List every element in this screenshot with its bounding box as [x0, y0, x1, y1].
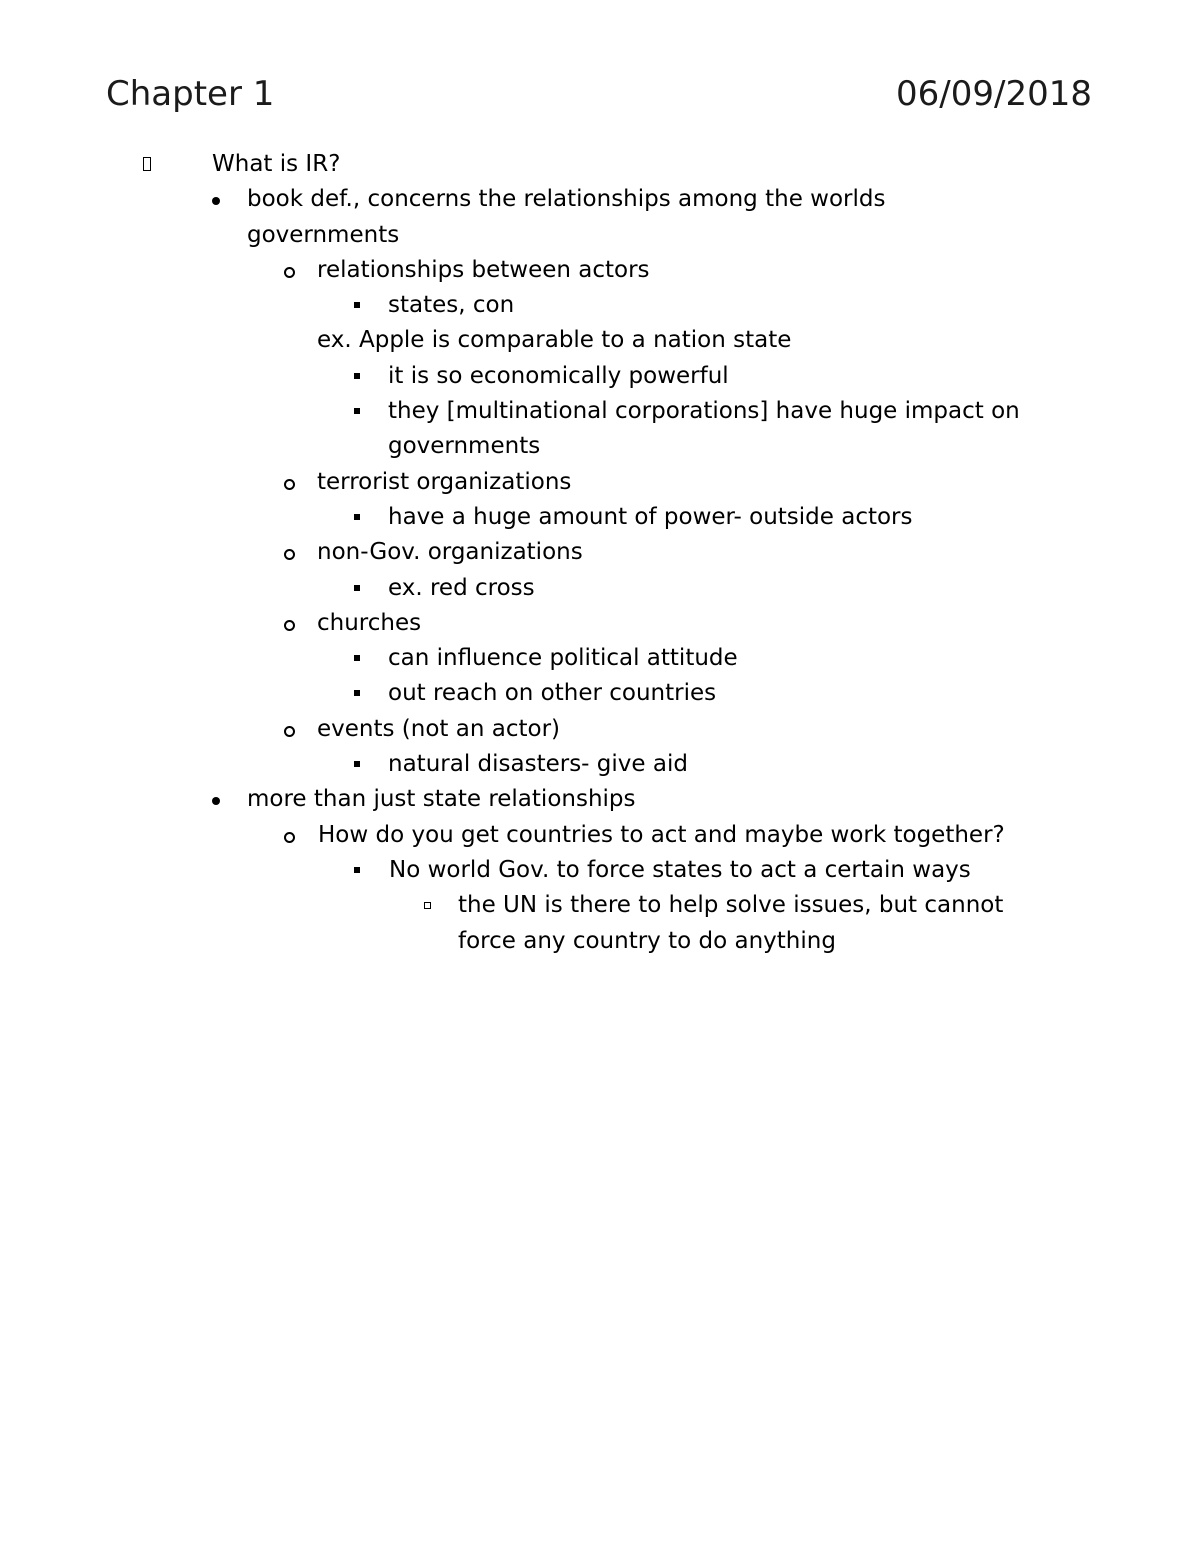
- list-item-text: relationships between actors: [317, 256, 650, 283]
- bullet-square-icon: [354, 867, 360, 873]
- list-item: [0, 147, 1200, 182]
- bullet-ring-icon: [284, 832, 295, 843]
- list-item-text: events (not an actor): [317, 715, 560, 742]
- list-item: [0, 288, 1200, 323]
- list-item-text: natural disasters- give aid: [388, 751, 688, 778]
- list-item-continuation: [0, 924, 1200, 959]
- list-item-text: How do you get countries to act and maybe work together?: [318, 821, 1005, 848]
- bullet-ring-icon: [284, 549, 295, 560]
- list-item: [0, 641, 1200, 676]
- list-item-plain: [0, 323, 1200, 358]
- list-item-text: can influence political attitude: [388, 645, 738, 672]
- bullet-square-icon: [354, 408, 360, 414]
- list-item: [0, 712, 1200, 747]
- list-item-text: terrorist organizations: [317, 468, 572, 495]
- list-item: [0, 571, 1200, 606]
- list-item-text: churches: [317, 609, 422, 636]
- list-item-text: non-Gov. organizations: [317, 539, 583, 566]
- notes-list: [0, 147, 1200, 959]
- list-item: [0, 747, 1200, 782]
- bullet-dot-icon: [212, 197, 220, 205]
- list-item: [0, 253, 1200, 288]
- list-item-text: What is IR?: [212, 151, 341, 177]
- bullet-open-square-icon: [424, 902, 431, 909]
- bullet-square-icon: [354, 761, 360, 767]
- list-item: [0, 394, 1200, 429]
- list-item: [0, 888, 1200, 923]
- page-date: 06/09/2018: [896, 74, 1092, 114]
- bullet-square-icon: [354, 302, 360, 308]
- list-item: [0, 676, 1200, 711]
- missing-glyph-box-icon: [143, 157, 151, 171]
- bullet-square-icon: [354, 585, 360, 591]
- list-item-text: it is so economically powerful: [388, 362, 729, 389]
- bullet-ring-icon: [284, 267, 295, 278]
- list-item-text: force any country to do anything: [458, 927, 836, 954]
- list-item: [0, 359, 1200, 394]
- list-item-text: book def., concerns the relationships among the worlds: [247, 186, 886, 213]
- bullet-square-icon: [354, 373, 360, 379]
- list-item-continuation: [0, 429, 1200, 464]
- list-item-text: governments: [388, 433, 541, 460]
- list-item: [0, 500, 1200, 535]
- list-item: [0, 182, 1200, 217]
- bullet-ring-icon: [284, 479, 295, 490]
- list-item-text: have a huge amount of power- outside actors: [388, 503, 913, 530]
- list-item-text: out reach on other countries: [388, 680, 717, 707]
- bullet-ring-icon: [284, 726, 295, 737]
- list-item-continuation: [0, 218, 1200, 253]
- bullet-square-icon: [354, 690, 360, 696]
- list-item: [0, 853, 1200, 888]
- list-item-text: more than just state relationships: [247, 786, 636, 813]
- list-item-text: No world Gov. to force states to act a certain ways: [389, 856, 971, 883]
- list-item: [0, 818, 1200, 853]
- list-item-text: the UN is there to help solve issues, but cannot: [458, 892, 1004, 919]
- list-item: [0, 782, 1200, 817]
- list-item-text: governments: [247, 221, 400, 248]
- bullet-square-icon: [354, 514, 360, 520]
- bullet-square-icon: [354, 655, 360, 661]
- list-item-text: ex. Apple is comparable to a nation state: [317, 327, 792, 354]
- list-item: [0, 535, 1200, 570]
- bullet-ring-icon: [284, 620, 295, 631]
- list-item: [0, 465, 1200, 500]
- list-item-text: ex. red cross: [388, 574, 535, 601]
- list-item-text: they [multinational corporations] have huge impact on: [388, 398, 1020, 425]
- list-item-text: states, con: [388, 292, 515, 319]
- page-title: Chapter 1: [106, 74, 275, 114]
- list-item: [0, 606, 1200, 641]
- bullet-dot-icon: [212, 797, 220, 805]
